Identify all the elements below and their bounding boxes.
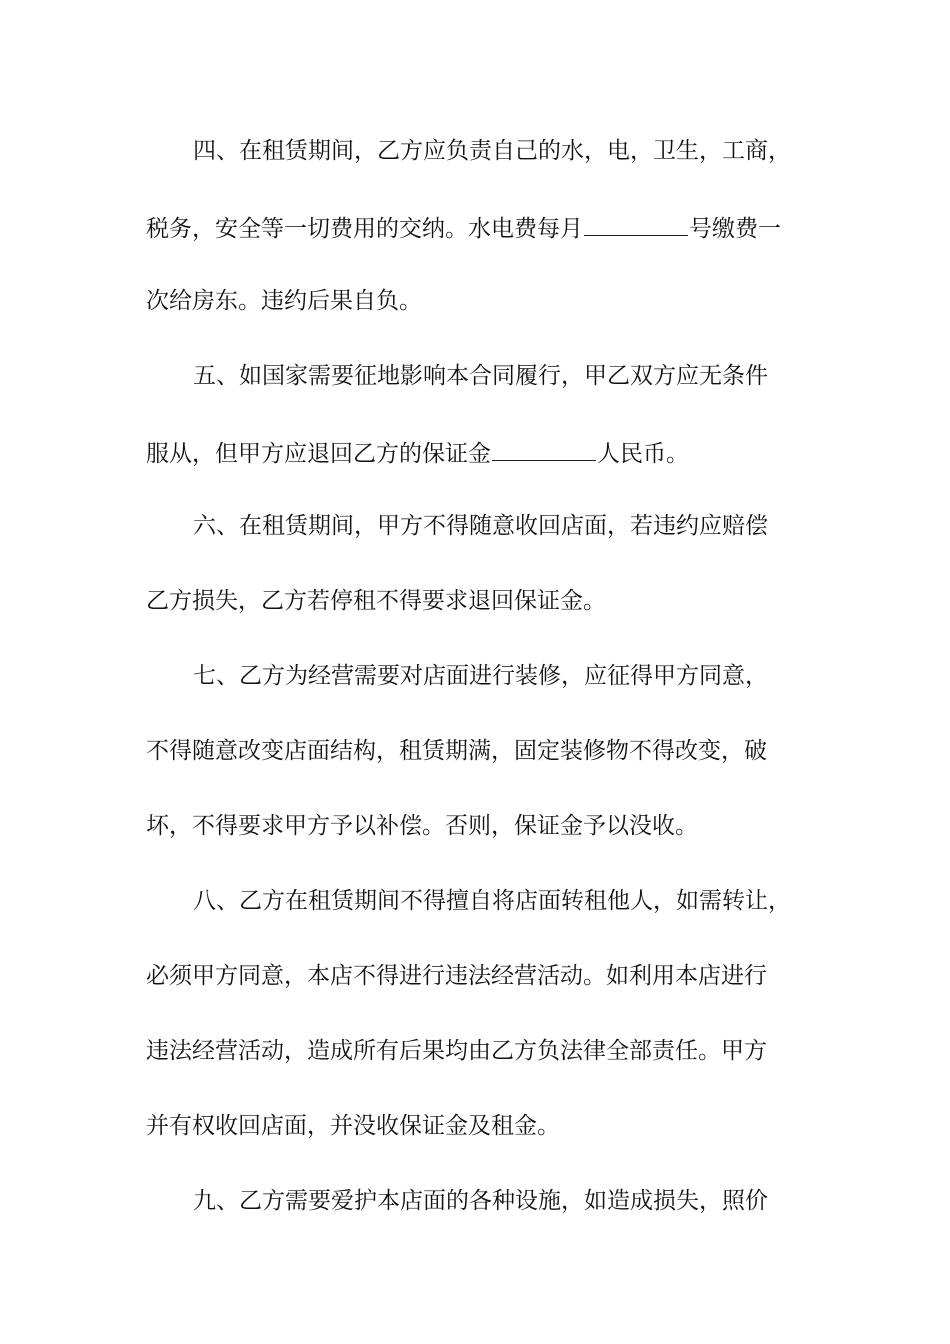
text-segment: 违法经营活动，造成所有后果均由乙方负法律全部责任。甲方 bbox=[146, 1038, 767, 1064]
text-segment: 人民币。 bbox=[597, 441, 689, 467]
paragraph-4-line-3 bbox=[146, 286, 846, 316]
text-segment: 并有权收回店面，并没收保证金及租金。 bbox=[146, 1113, 560, 1139]
text-segment: 必须甲方同意，本店不得进行违法经营活动。如利用本店进行 bbox=[146, 963, 767, 989]
paragraph-6-line-2 bbox=[146, 586, 846, 616]
paragraph-4-line-2 bbox=[146, 211, 846, 241]
paragraph-6-line-1 bbox=[193, 511, 893, 541]
paragraph-8-line-4 bbox=[146, 1111, 846, 1141]
text-segment: 四、在租赁期间，乙方应负责自己的水，电，卫生，工商， bbox=[193, 138, 791, 164]
text-segment: 乙方损失，乙方若停租不得要求退回保证金。 bbox=[146, 588, 606, 614]
paragraph-4-line-1 bbox=[193, 136, 893, 166]
paragraph-5-line-2 bbox=[146, 436, 846, 466]
paragraph-8-line-3 bbox=[146, 1036, 846, 1066]
text-segment: 六、在租赁期间，甲方不得随意收回店面，若违约应赔偿 bbox=[193, 513, 768, 539]
text-segment: 五、如国家需要征地影响本合同履行，甲乙双方应无条件 bbox=[193, 363, 768, 389]
text-segment: 税务，安全等一切费用的交纳。水电费每月 bbox=[146, 216, 583, 242]
text-segment: 八、乙方在租赁期间不得擅自将店面转租他人，如需转让， bbox=[193, 888, 791, 914]
paragraph-5-line-1 bbox=[193, 361, 893, 391]
text-segment: 号缴费一 bbox=[689, 216, 781, 242]
text-segment: 七、乙方为经营需要对店面进行装修，应征得甲方同意， bbox=[193, 663, 768, 689]
fill-in-blank-payment-day[interactable] bbox=[584, 211, 688, 236]
text-segment: 不得随意改变店面结构，租赁期满，固定装修物不得改变，破 bbox=[146, 738, 767, 764]
text-segment: 服从，但甲方应退回乙方的保证金 bbox=[146, 441, 491, 467]
paragraph-9-line-1 bbox=[193, 1186, 893, 1216]
text-segment: 次给房东。违约后果自负。 bbox=[146, 288, 422, 314]
paragraph-7-line-2 bbox=[146, 736, 846, 766]
paragraph-8-line-1 bbox=[193, 886, 893, 916]
text-segment: 坏，不得要求甲方予以补偿。否则，保证金予以没收。 bbox=[146, 813, 698, 839]
fill-in-blank-deposit-amount[interactable] bbox=[492, 436, 596, 461]
paragraph-8-line-2 bbox=[146, 961, 846, 991]
paragraph-7-line-3 bbox=[146, 811, 846, 841]
text-segment: 九、乙方需要爱护本店面的各种设施，如造成损失，照价 bbox=[193, 1188, 768, 1214]
paragraph-7-line-1 bbox=[193, 661, 893, 691]
